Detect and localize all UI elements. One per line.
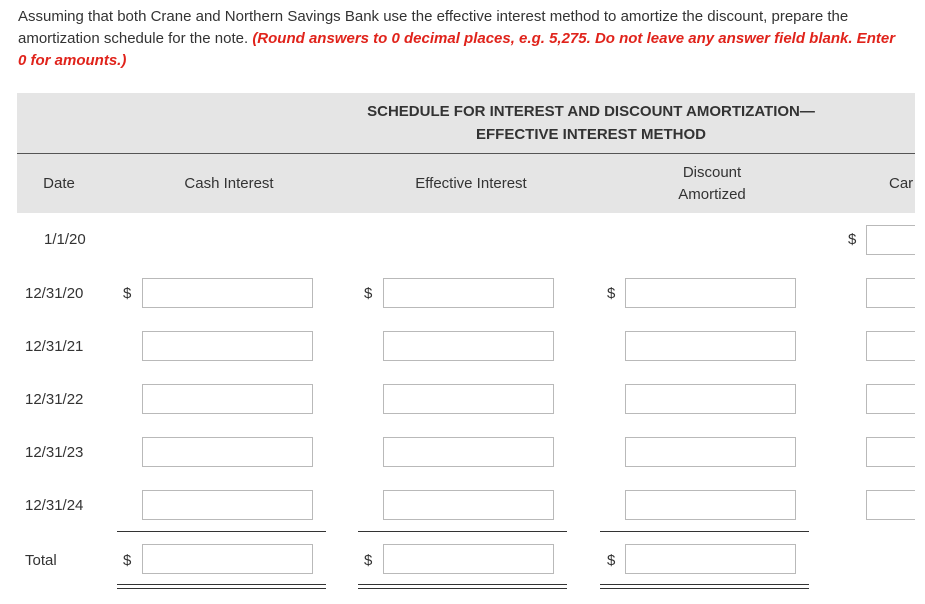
- double-rule-effective-interest: [358, 584, 567, 585]
- schedule-title-line1: SCHEDULE FOR INTEREST AND DISCOUNT AMORTIZATION—: [367, 103, 815, 120]
- cash-interest-total-input[interactable]: [142, 544, 313, 574]
- dollar-sign: $: [607, 285, 616, 302]
- column-header-carrying-amount: Car: [889, 175, 914, 192]
- row-date-12-31-24: 12/31/24: [25, 497, 84, 514]
- cash-interest-input-12-31-24[interactable]: [142, 490, 313, 520]
- carrying-amount-input-12-31-23[interactable]: [866, 437, 915, 467]
- discount-header-line2: Amortized: [678, 186, 746, 203]
- schedule-title-line2: EFFECTIVE INTEREST METHOD: [475, 126, 706, 143]
- column-header-discount-amortized: [612, 162, 812, 206]
- total-rule-discount-amortized: [600, 531, 809, 532]
- effective-interest-input-12-31-24[interactable]: [383, 490, 554, 520]
- column-header-effective-interest: Effective Interest: [415, 175, 527, 192]
- column-header-date: Date: [43, 175, 75, 192]
- row-date-12-31-21: 12/31/21: [25, 338, 84, 355]
- effective-interest-input-12-31-22[interactable]: [383, 384, 554, 414]
- dollar-sign: $: [364, 285, 373, 302]
- schedule-title-band: [17, 93, 915, 154]
- row-date-12-31-20: 12/31/20: [25, 285, 84, 302]
- column-header-band: [17, 154, 915, 213]
- cash-interest-input-12-31-22[interactable]: [142, 384, 313, 414]
- carrying-amount-input-12-31-24[interactable]: [866, 490, 915, 520]
- instructions: [18, 6, 898, 72]
- cash-interest-input-12-31-20[interactable]: [142, 278, 313, 308]
- effective-interest-total-input[interactable]: [383, 544, 554, 574]
- discount-amortized-input-12-31-23[interactable]: [625, 437, 796, 467]
- dollar-sign: $: [123, 285, 132, 302]
- total-rule-cash-interest: [117, 531, 326, 532]
- rounding-note: (Round answers to 0 decimal places, e.g. 5,275. Do not leave any answer field blank. Enter 0 for amounts.): [18, 30, 896, 69]
- discount-amortized-total-input[interactable]: [625, 544, 796, 574]
- amortization-schedule-table: [17, 93, 915, 604]
- instructions-text: Assuming that both Crane and Northern Savings Bank use the effective interest method to amortize the discount, prepare the amortization schedule for the note.: [18, 8, 849, 47]
- discount-amortized-input-12-31-21[interactable]: [625, 331, 796, 361]
- dollar-sign: $: [364, 552, 373, 569]
- row-date-12-31-23: 12/31/23: [25, 444, 84, 461]
- double-rule-effective-interest: [358, 588, 567, 589]
- double-rule-discount-amortized: [600, 588, 809, 589]
- effective-interest-input-12-31-23[interactable]: [383, 437, 554, 467]
- discount-amortized-input-12-31-22[interactable]: [625, 384, 796, 414]
- double-rule-cash-interest: [117, 588, 326, 589]
- carrying-amount-input-1-1-20[interactable]: [866, 225, 915, 255]
- column-header-cash-interest: Cash Interest: [184, 175, 274, 192]
- row-date-12-31-22: 12/31/22: [25, 391, 84, 408]
- cash-interest-input-12-31-21[interactable]: [142, 331, 313, 361]
- carrying-amount-input-12-31-22[interactable]: [866, 384, 915, 414]
- discount-amortized-input-12-31-24[interactable]: [625, 490, 796, 520]
- dollar-sign: $: [123, 552, 132, 569]
- row-total: Total: [25, 552, 57, 569]
- discount-amortized-input-12-31-20[interactable]: [625, 278, 796, 308]
- effective-interest-input-12-31-20[interactable]: [383, 278, 554, 308]
- double-rule-discount-amortized: [600, 584, 809, 585]
- carrying-amount-input-12-31-21[interactable]: [866, 331, 915, 361]
- effective-interest-input-12-31-21[interactable]: [383, 331, 554, 361]
- total-rule-effective-interest: [358, 531, 567, 532]
- cash-interest-input-12-31-23[interactable]: [142, 437, 313, 467]
- double-rule-cash-interest: [117, 584, 326, 585]
- discount-header-line1: Discount: [682, 164, 742, 181]
- carrying-amount-input-12-31-20[interactable]: [866, 278, 915, 308]
- row-date-1-1-20: 1/1/20: [44, 231, 86, 248]
- schedule-title: [17, 100, 915, 146]
- dollar-sign: $: [848, 231, 857, 248]
- dollar-sign: $: [607, 552, 616, 569]
